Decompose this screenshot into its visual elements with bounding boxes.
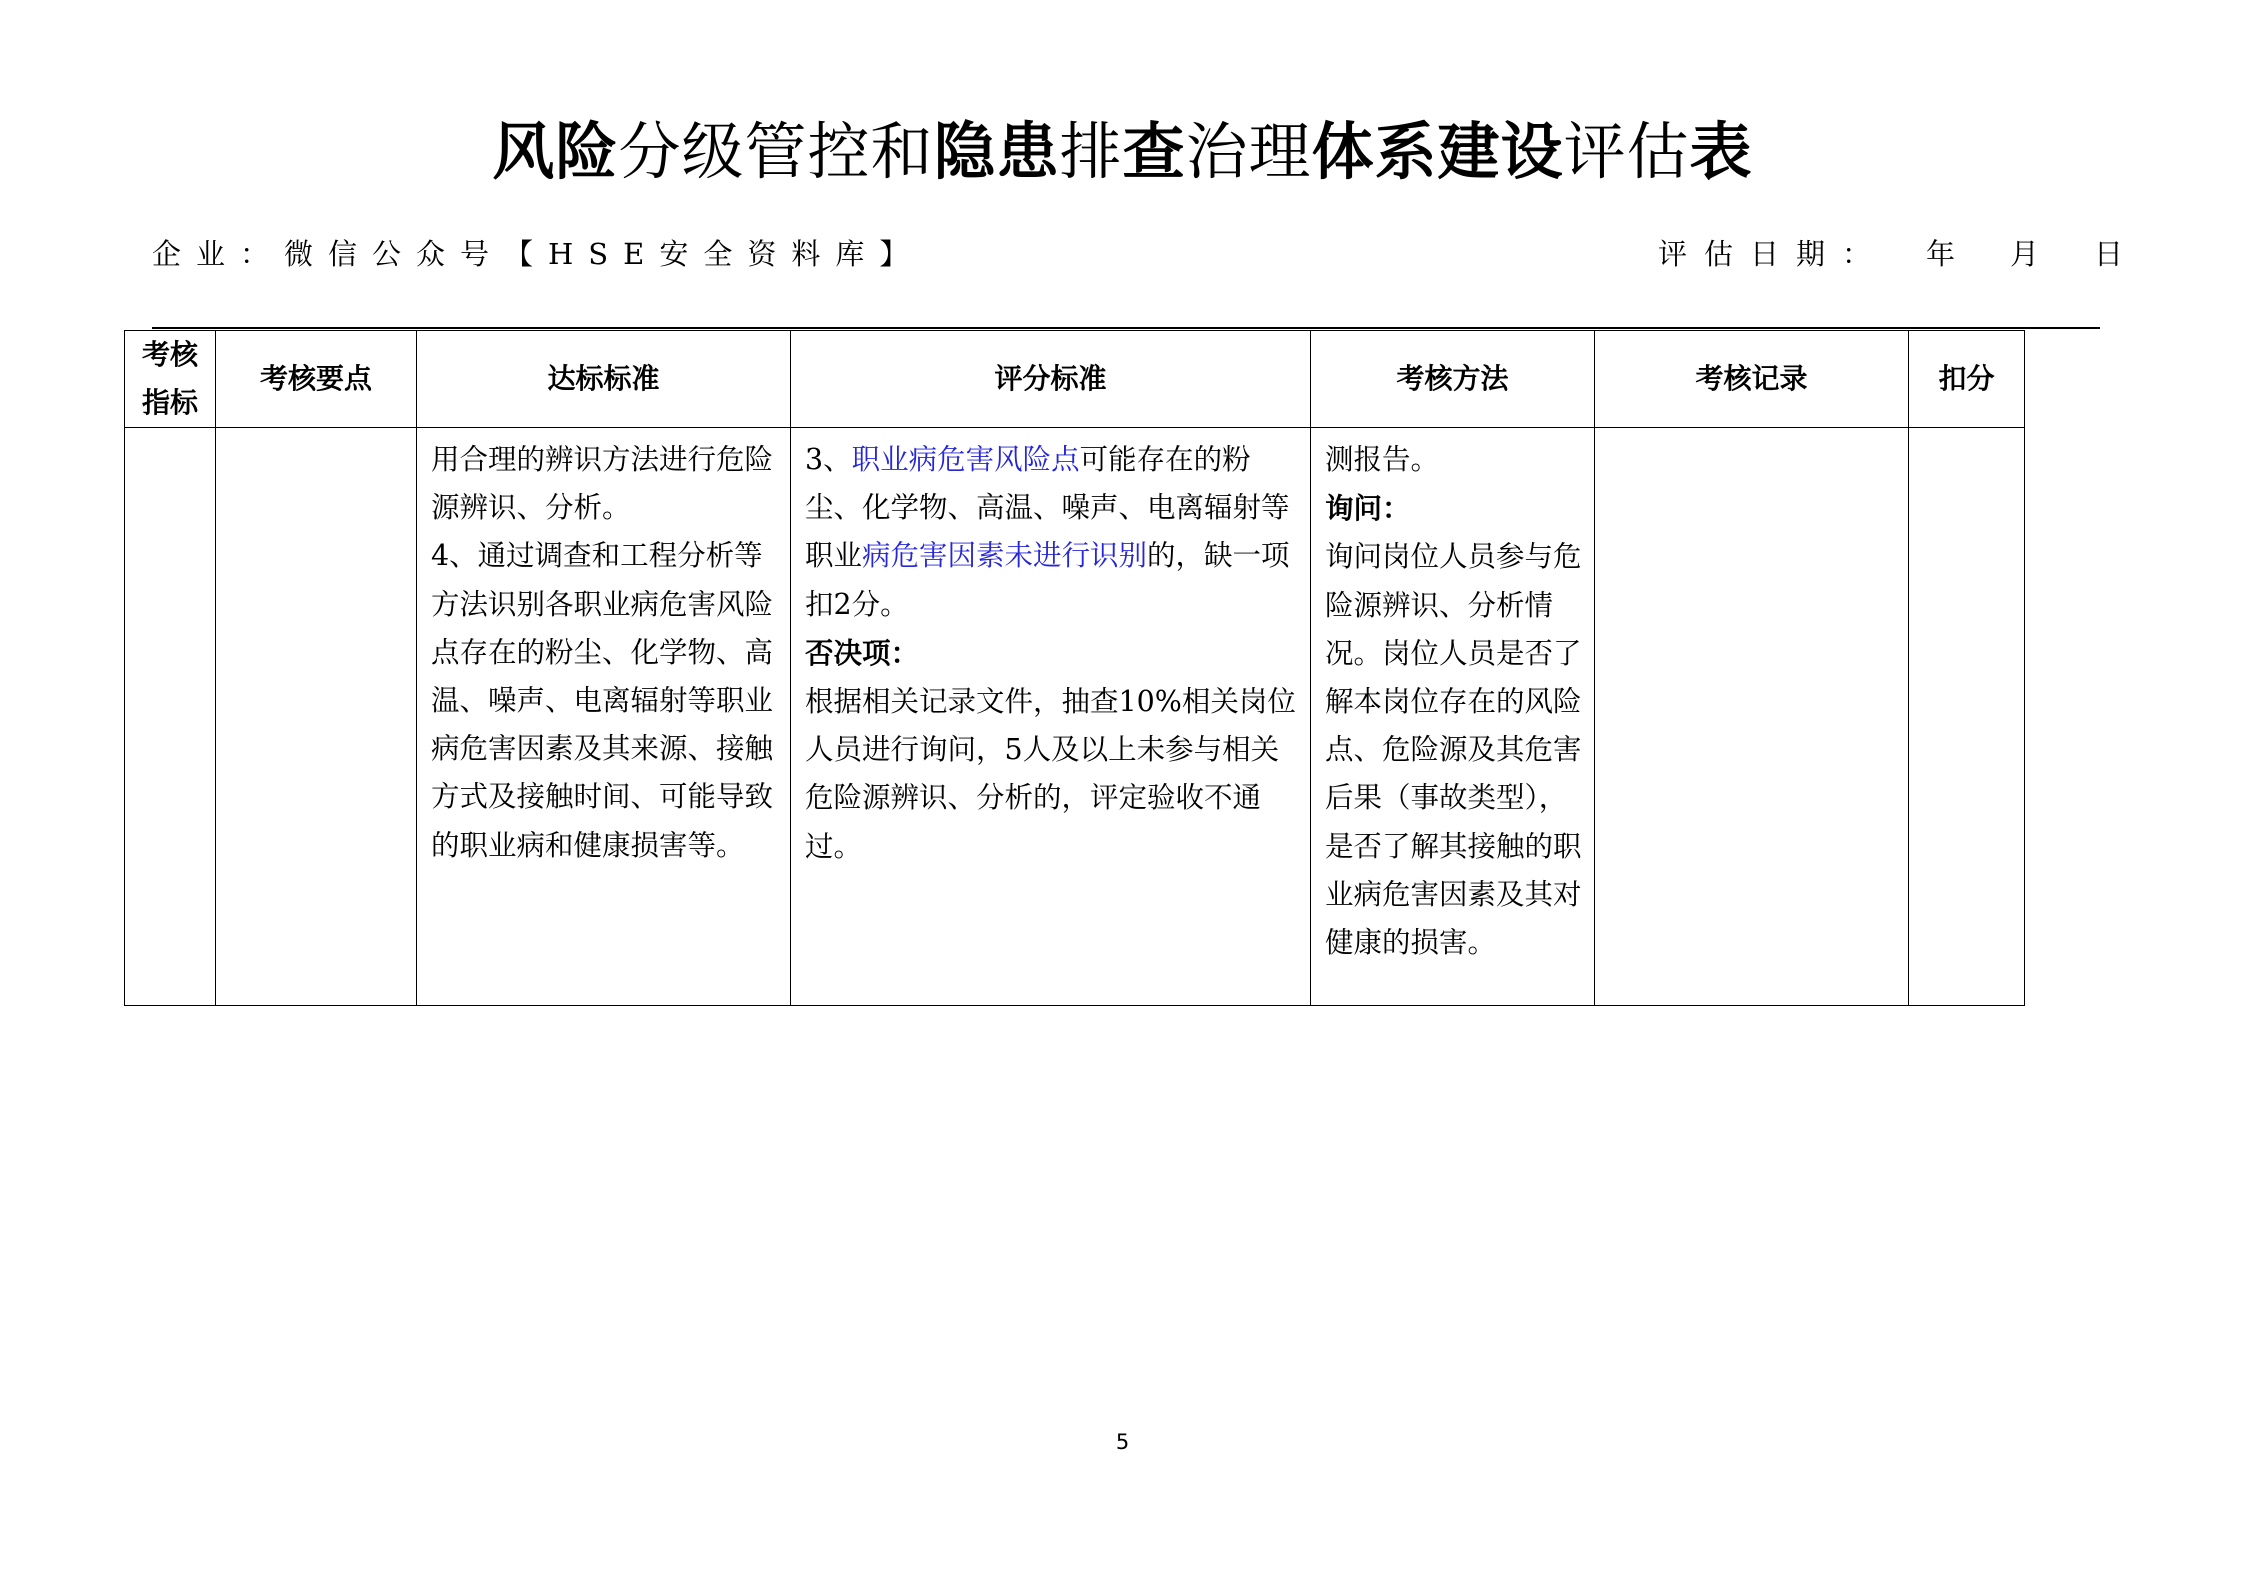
title-segment: 风险 bbox=[492, 115, 619, 188]
bold-label: 询问： bbox=[1325, 491, 1411, 526]
cell-deduction bbox=[1909, 428, 2025, 1006]
text-run: 可能存在的粉尘、化学物、高温、噪声、电离辐射等职业 bbox=[805, 443, 1290, 573]
title-segment: 隐患 bbox=[933, 115, 1060, 188]
col-header-record: 考核记录 bbox=[1595, 331, 1909, 428]
date-day: 日 bbox=[2094, 237, 2141, 271]
date-month: 月 bbox=[2010, 237, 2057, 271]
assessment-table bbox=[124, 330, 2025, 1006]
text-run: 的，缺一项扣2分。 bbox=[805, 539, 1290, 621]
cell-indicator bbox=[125, 428, 216, 1006]
highlighted-text: 病危害因素未进行识别 bbox=[862, 539, 1148, 573]
document-title bbox=[0, 112, 2245, 192]
table-row bbox=[125, 428, 2025, 1006]
title-segment: 排 bbox=[1059, 115, 1123, 188]
table-header-row bbox=[125, 331, 2025, 428]
cell-method bbox=[1311, 428, 1595, 1006]
col-header-standard: 达标标准 bbox=[417, 331, 791, 428]
cell-key-point bbox=[216, 428, 417, 1006]
scoring-text bbox=[791, 428, 1310, 871]
col-header-method: 考核方法 bbox=[1311, 331, 1595, 428]
col-header-indicator: 考核 指标 bbox=[125, 331, 216, 428]
col-header-scoring: 评分标准 bbox=[791, 331, 1311, 428]
title-segment: 体系建设 bbox=[1311, 115, 1564, 188]
title-segment: 评估 bbox=[1563, 115, 1690, 188]
text-run: 询问岗位人员参与危险源辨识、分析情况。岗位人员是否了解本岗位存在的风险点、危险源及其危害后果（事故类型），是否了解其接触的职业病危害因素及其对健康的损害。 bbox=[1325, 540, 1582, 960]
title-segment: 治理 bbox=[1185, 115, 1312, 188]
text-run: 根据相关记录文件，抽查10%相关岗位人员进行询问，5人及以上未参与相关危险源辨识、分析的，评定验收不通过。 bbox=[805, 685, 1296, 863]
date-year: 年 bbox=[1926, 237, 1973, 271]
cell-scoring bbox=[791, 428, 1311, 1006]
page-number: 5 bbox=[1115, 1430, 1130, 1454]
header-divider bbox=[152, 327, 2100, 329]
col-header-deduction: 扣分 bbox=[1909, 331, 2025, 428]
text-run: 测报告。 bbox=[1325, 443, 1440, 476]
company-value: 微信公众号【HSE安全资料库】 bbox=[284, 237, 924, 271]
date-label: 评估日期： bbox=[1658, 237, 1889, 271]
text-run: 3、 bbox=[805, 443, 852, 476]
standard-text: 用合理的辨识方法进行危险源辨识、分析。 4、通过调查和工程分析等方法识别各职业病危害风险点存在的粉尘、化学物、高温、噪声、电离辐射等职业病危害因素及其来源、接触方式及接触时间、可能导致的职业病和健康损害等。 bbox=[431, 443, 774, 862]
title-segment: 查 bbox=[1122, 115, 1186, 188]
title-segment: 分级管控和 bbox=[618, 115, 934, 188]
assessment-date bbox=[1658, 236, 2140, 272]
company-info bbox=[152, 236, 923, 272]
bold-label: 否决项： bbox=[805, 635, 920, 670]
cell-standard bbox=[417, 428, 791, 1006]
highlighted-text: 职业病危害风险点 bbox=[851, 443, 1080, 476]
cell-record bbox=[1595, 428, 1909, 1006]
title-segment: 表 bbox=[1689, 115, 1753, 188]
col-header-key-point: 考核要点 bbox=[216, 331, 417, 428]
company-label: 企业： bbox=[152, 237, 285, 271]
method-text bbox=[1311, 428, 1594, 967]
